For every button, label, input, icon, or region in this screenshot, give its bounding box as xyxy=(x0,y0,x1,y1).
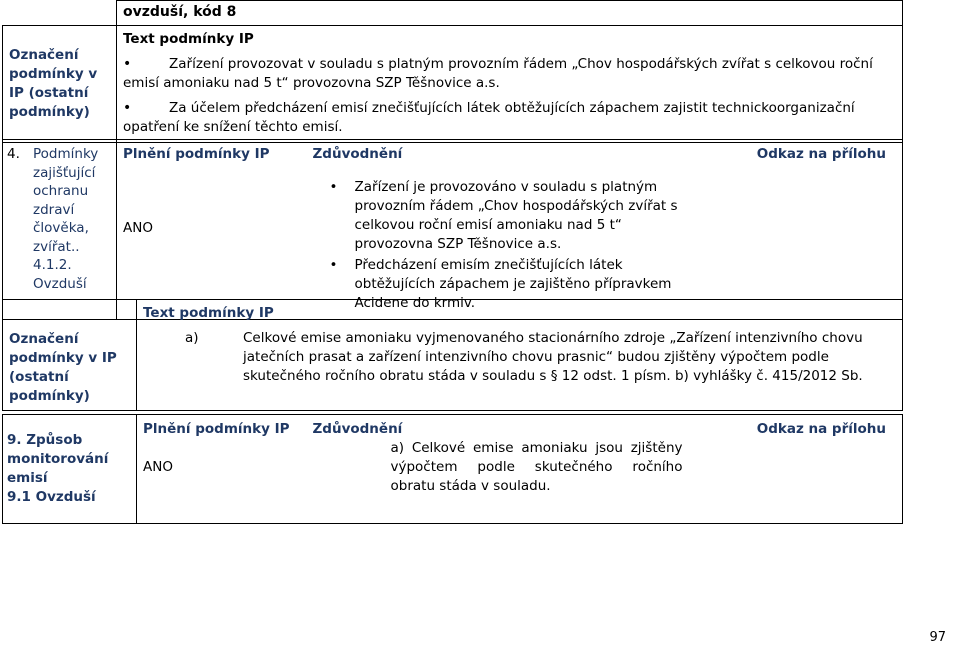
zduvodneni-header-2: Zdůvodnění xyxy=(312,421,403,437)
monitoring-label-cell xyxy=(3,415,137,524)
plneni-header-2: Plnění podmínky IP xyxy=(143,421,290,437)
section-number: 4. xyxy=(7,146,20,162)
podminky-label-cell xyxy=(3,140,117,320)
text-podminky-cell-2 xyxy=(137,300,903,411)
monitoring-table xyxy=(2,414,903,524)
bullet-item-2: • Za účelem předcházení emisí znečišťujících látek obtěžujících zápachem zajistit technickoorganizační opatření ke snížení těchto emisí. xyxy=(123,100,855,135)
text-podminky-table-2 xyxy=(2,299,903,411)
monitoring-sub: 9.1 Ovzduší xyxy=(7,489,96,505)
plneni-value-1: ANO xyxy=(123,220,153,236)
bullet-item-1: • Zařízení provozovat v souladu s platným provozním řádem „Chov hospodářských zvířat s celkovou roční emisí amoniaku nad 5 t“ provozovna SZP Těšnovice a.s. xyxy=(123,56,873,91)
oznaceni-podminky-label-2: Označení podmínky v IP (ostatní podmínky) xyxy=(3,300,137,411)
plneni-cell-1 xyxy=(117,140,307,320)
plneni-table-1 xyxy=(2,139,903,320)
zduvodneni-cell-1 xyxy=(307,140,697,320)
monitoring-title: 9. Způsob monitorování emisí xyxy=(7,432,109,486)
page-number: 97 xyxy=(929,630,946,645)
section-title: Podmínky zajišťující ochranu zdraví člověka, zvířat.. 4.1.2. Ovzduší xyxy=(33,146,99,292)
oznaceni-podminky-label-1: Označení podmínky v IP (ostatní podmínky) xyxy=(3,26,117,143)
zduvodneni-header-1: Zdůvodnění xyxy=(312,146,403,162)
bullet-icon: • xyxy=(123,56,132,72)
bullet-icon: • xyxy=(329,257,338,273)
top-table xyxy=(2,0,903,143)
zduvodneni-cell-2 xyxy=(307,415,697,524)
bullet-icon: • xyxy=(123,100,132,116)
plneni-header-1: Plnění podmínky IP xyxy=(123,146,270,162)
item-marker-a: a) xyxy=(185,330,199,346)
podminka-item-a xyxy=(143,329,896,386)
text-podminky-header-1: Text podmínky IP xyxy=(123,31,254,47)
odkaz-header-1: Odkaz na přílohu xyxy=(756,146,886,162)
zduv-item-2: • Předcházení emisím znečišťujících látek obtěžujících zápachem je zajištěno přípravkem Acidene do krmiv. xyxy=(313,256,691,313)
odkaz-cell-2 xyxy=(697,415,903,524)
plneni-value-2: ANO xyxy=(143,459,173,475)
odkaz-header-2: Odkaz na přílohu xyxy=(756,421,886,437)
bullet-icon: • xyxy=(329,179,338,195)
kod-header: ovzduší, kód 8 xyxy=(117,1,903,26)
odkaz-cell-1 xyxy=(697,140,903,320)
item-text-a: Celkové emise amoniaku vyjmenovaného stacionárního zdroje „Zařízení intenzivního chovu jatečních prasat a zařízení intenzivního chovu prasnic“ budou zjištěny výpočtem podle skutečného ročního obratu stáda v souladu s § 12 odst. 1 písm. b) vyhlášky č. 415/2012 Sb. xyxy=(243,330,863,384)
top-left-empty xyxy=(3,1,117,26)
text-podminky-cell-1 xyxy=(117,26,903,143)
zduvodneni-text-2: a) Celkové emise amoniaku jsou zjištěny výpočtem podle skutečného ročního obratu stáda v souladu. xyxy=(390,440,683,494)
text-podminky-bullets-1 xyxy=(123,55,896,137)
text-podminky-header-2: Text podmínky IP xyxy=(143,305,274,321)
plneni-cell-2 xyxy=(137,415,307,524)
zduv-item-1: • Zařízení je provozováno v souladu s platným provozním řádem „Chov hospodářských zvířat s celkovou roční emisí amoniaku nad 5 t“ provozovna SZP Těšnovice a.s. xyxy=(313,178,691,254)
